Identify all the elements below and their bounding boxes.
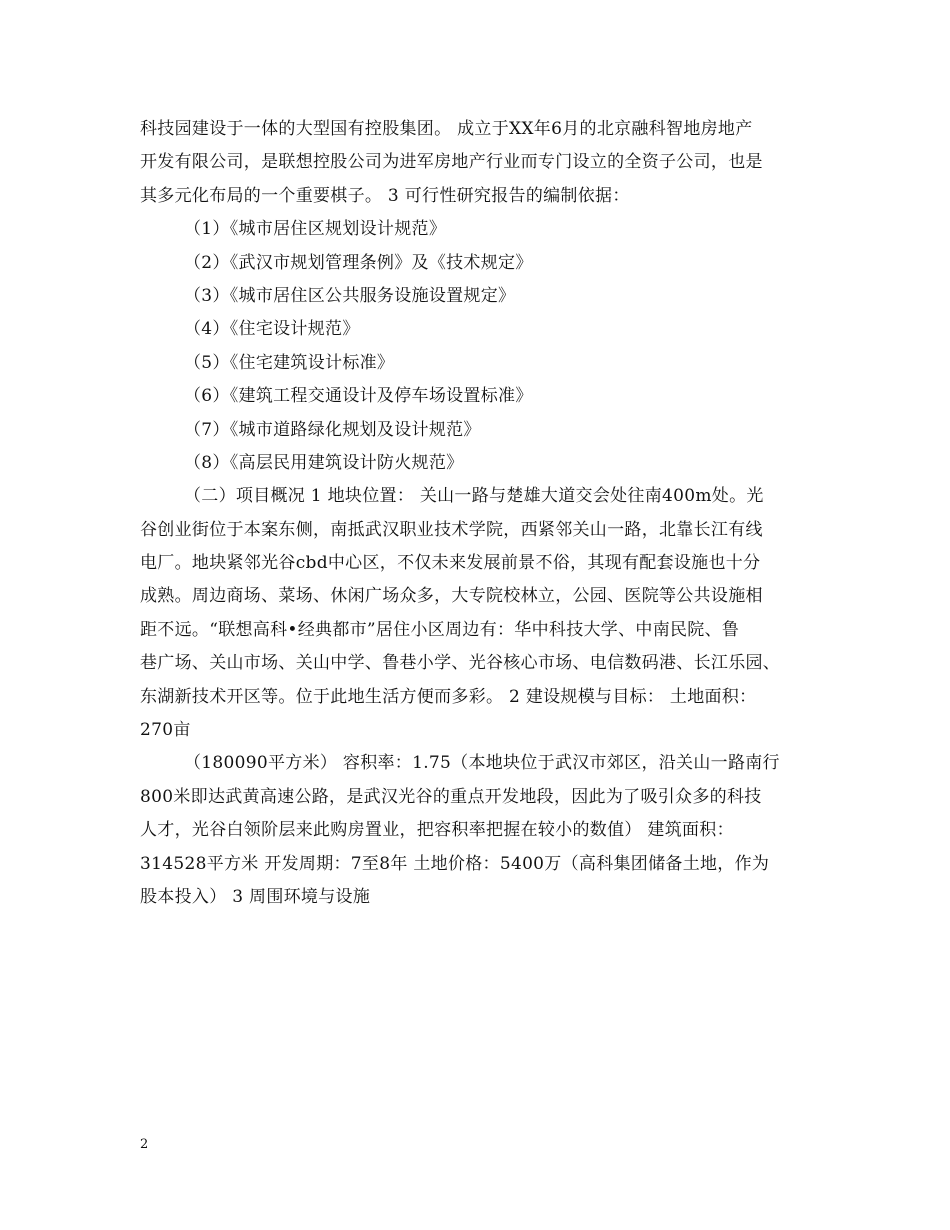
text-line: 股本投入） 3 周围环境与设施 [140, 886, 371, 907]
text-line: （二）项目概况 1 地块位置： 关山一路与楚雄大道交会处往南400m处。光 [184, 486, 764, 507]
reference-item: （1）《城市居住区规划设计规范》 [184, 219, 447, 240]
reference-item: （8）《高层民用建筑设计防火规范》 [184, 452, 464, 473]
text-line: 电厂。地块紧邻光谷cbd中心区，不仅未来发展前景不俗，其现有配套设施也十分 [140, 553, 761, 574]
text-line: 270亩 [140, 720, 191, 741]
text-line: 巷广场、关山市场、关山中学、鲁巷小学、光谷核心市场、电信数码港、长江乐园、 [140, 653, 781, 674]
text-line: 314528平方米 开发周期：7至8年 土地价格：5400万（高科集团储备土地，作为 [140, 853, 770, 874]
text-line: 800米即达武黄高速公路，是武汉光谷的重点开发地段，因此为了吸引众多的科技 [140, 786, 762, 807]
text-line: （180090平方米） 容积率：1.75（本地块位于武汉市郊区，沿关山一路南行 [184, 753, 780, 774]
reference-item: （4）《住宅设计规范》 [184, 319, 360, 340]
reference-item: （2）《武汉市规划管理条例》及《技术规定》 [184, 252, 533, 273]
text-line: 其多元化布局的一个重要棋子。 3 可行性研究报告的编制依据： [140, 185, 630, 206]
reference-item: （6）《建筑工程交通设计及停车场设置标准》 [184, 386, 533, 407]
reference-item: （3）《城市居住区公共服务设施设置规定》 [184, 285, 516, 306]
text-line: 人才，光谷白领阶层来此购房置业，把容积率把握在较小的数值） 建筑面积： [140, 820, 734, 841]
reference-item: （5）《住宅建筑设计标准》 [184, 352, 395, 373]
reference-item: （7）《城市道路绿化规划及设计规范》 [184, 419, 481, 440]
text-line: 科技园建设于一体的大型国有控股集团。 成立于XX年6月的北京融科智地房地产 [140, 119, 753, 139]
text-line: 成熟。周边商场、菜场、休闲广场众多，大专院校林立，公园、医院等公共设施相 [140, 586, 763, 607]
text-line: 谷创业街位于本案东侧，南抵武汉职业技术学院，西紧邻关山一路，北靠长江有线 [140, 519, 763, 540]
text-line: 开发有限公司，是联想控股公司为进军房地产行业而专门设立的全资子公司，也是 [140, 152, 763, 173]
body-text [140, 113, 816, 914]
text-line: 距不远。“联想高科•经典都市”居住小区周边有：华中科技大学、中南民院、鲁 [140, 619, 740, 640]
text-line: 东湖新技术开区等。位于此地生活方便而多彩。 2 建设规模与目标： 土地面积： [140, 686, 757, 707]
page-number: 2 [140, 1137, 149, 1152]
